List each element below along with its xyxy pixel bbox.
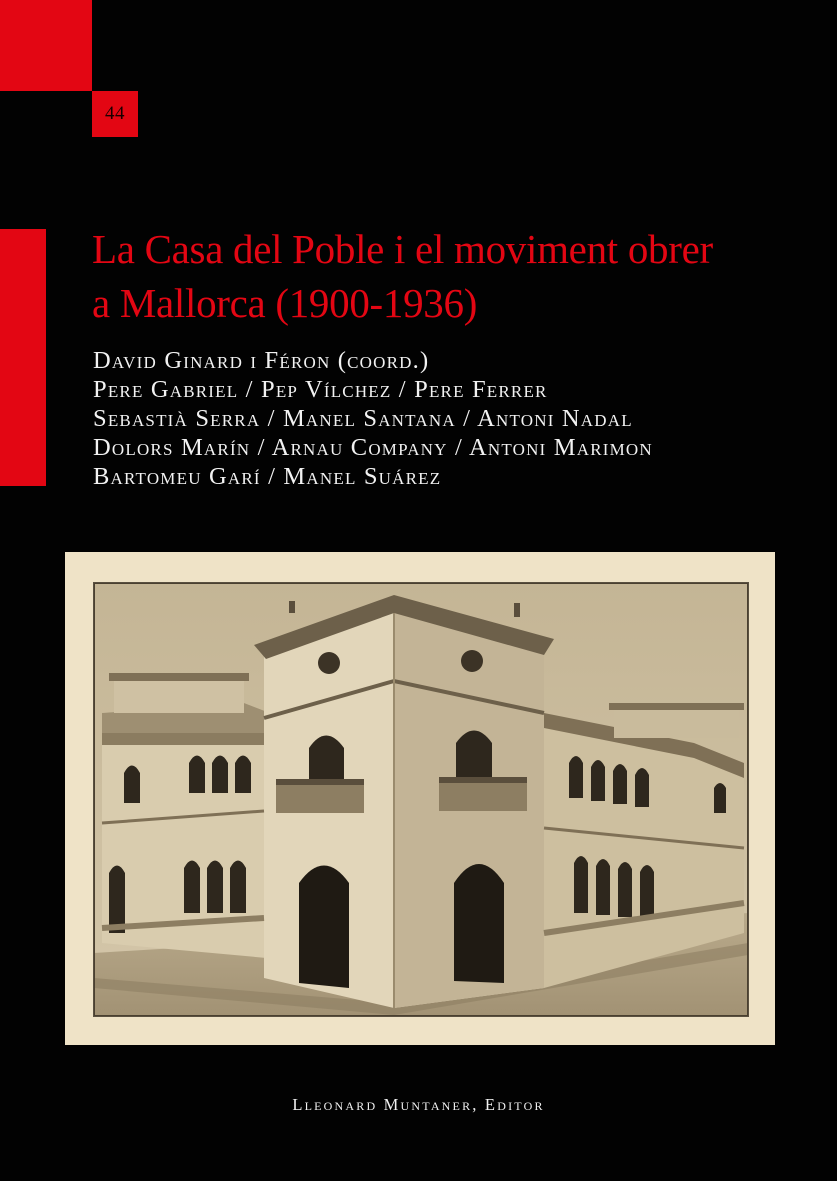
series-number: 44: [105, 103, 125, 124]
author-line: Dolors Marín / Arnau Company / Antoni Marimon: [93, 434, 653, 461]
author-line: Pere Gabriel / Pep Vílchez / Pere Ferrer: [93, 376, 548, 403]
series-number-badge: [92, 91, 138, 137]
title-line: a Mallorca (1900-1936): [92, 280, 478, 326]
author-line: David Ginard i Féron (coord.): [93, 347, 430, 374]
photo-mat: [65, 552, 775, 1045]
author-line: Bartomeu Garí / Manel Suárez: [93, 463, 442, 490]
book-title: [92, 222, 812, 330]
publisher-name: Lleonard Muntaner, Editor: [292, 1095, 545, 1114]
red-corner-block: [0, 0, 92, 91]
red-side-bar: [0, 229, 46, 486]
title-line: La Casa del Poble i el moviment obrer: [92, 226, 713, 272]
building-photograph: [93, 582, 749, 1017]
author-line: Sebastià Serra / Manel Santana / Antoni Nadal: [93, 405, 633, 432]
author-list: [93, 346, 813, 491]
